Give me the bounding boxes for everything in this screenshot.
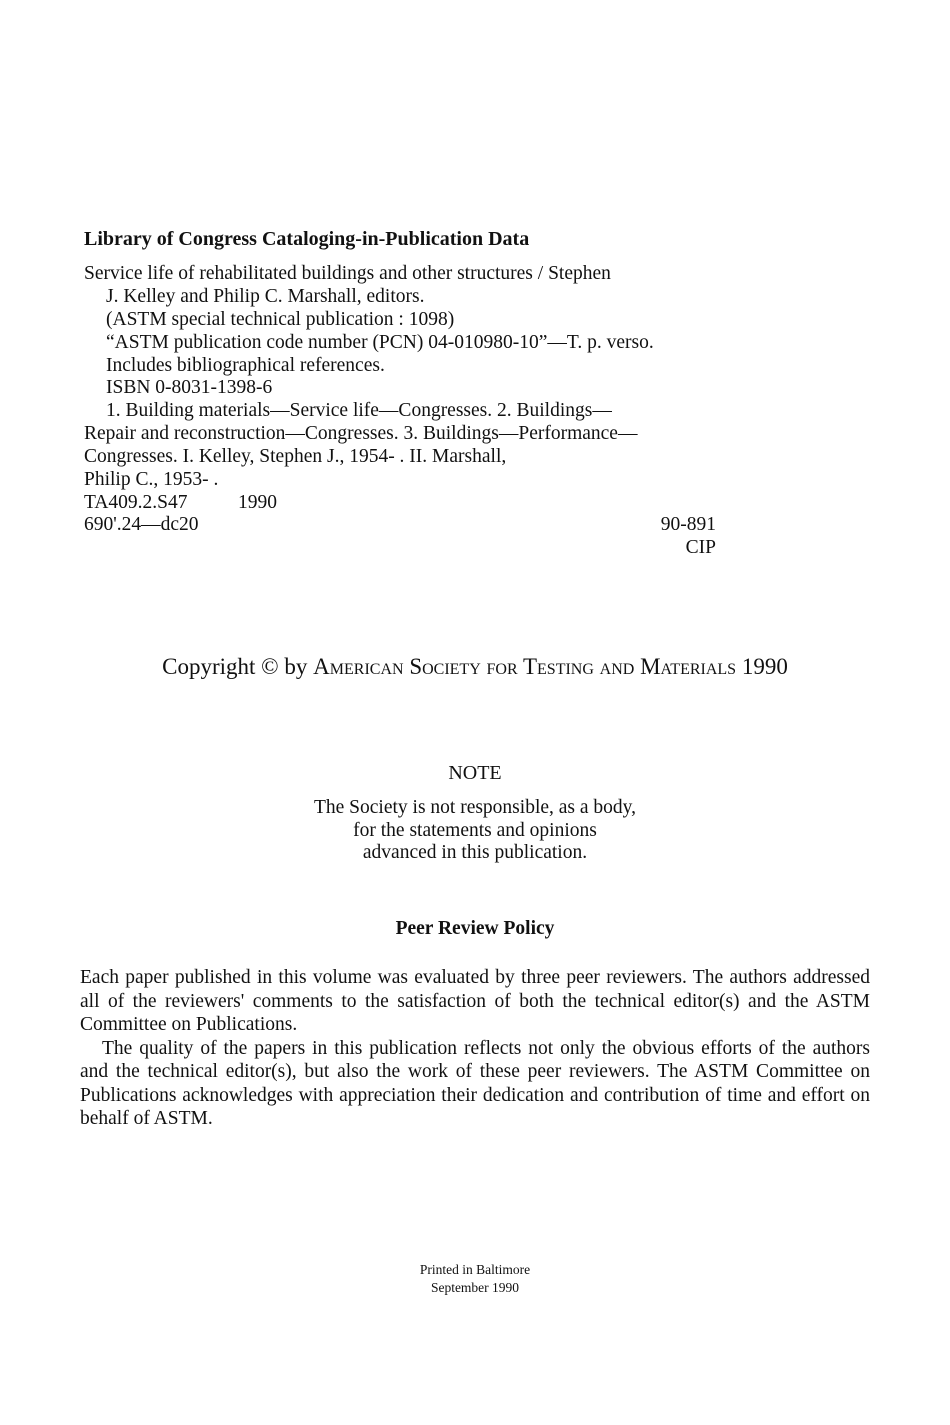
note-title: NOTE — [448, 762, 502, 784]
cip-line: 1. Building materials—Service life—Congresses. 2. Buildings— — [106, 400, 612, 421]
cip-line: Repair and reconstruction—Congresses. 3. Buildings—Performance— — [84, 423, 638, 444]
note-line: for the statements and opinions — [353, 819, 597, 841]
cip-heading: Library of Congress Cataloging-in-Publication Data — [84, 228, 530, 250]
cip-line: Philip C., 1953- . — [84, 469, 219, 490]
peer-review-heading: Peer Review Policy — [395, 918, 555, 939]
note-line: The Society is not responsible, as a body, — [313, 797, 637, 818]
lc-card-number: 90-891 — [660, 514, 716, 535]
peer-review-paragraph: Each paper published in this volume was evaluated by three peer reviewers. The authors addressed all of the reviewers' comments to the satisfaction of both the technical editor(s) and the ASTM Committee on Publications. — [80, 967, 870, 1035]
copyright-year: 1990 — [741, 654, 788, 679]
printed-info — [0, 1261, 950, 1297]
note-text — [0, 797, 950, 865]
cip-label: CIP — [685, 537, 716, 558]
cip-line: “ASTM publication code number (PCN) 04-010980-10”—T. p. verso. — [106, 332, 654, 353]
call-number: TA409.2.S47 — [84, 492, 188, 513]
copyright-line — [0, 654, 950, 680]
note-line: advanced in this publication. — [362, 842, 588, 863]
cip-line: Service life of rehabilitated buildings and other structures / Stephen — [84, 263, 611, 284]
cip-line: J. Kelley and Philip C. Marshall, editors. — [106, 286, 425, 307]
cip-line: Congresses. I. Kelley, Stephen J., 1954- . II. Marshall, — [84, 446, 507, 467]
copyright-prefix: Copyright © by — [162, 654, 308, 679]
printed-date: September 1990 — [430, 1280, 520, 1295]
cip-line: ISBN 0-8031-1398-6 — [106, 377, 273, 398]
peer-review-body — [80, 966, 870, 1131]
printed-location: Printed in Baltimore — [419, 1262, 531, 1277]
call-number-year: 1990 — [238, 492, 277, 513]
peer-review-paragraph: The quality of the papers in this publication reflects not only the obvious efforts of the authors and the technical editor(s), but also the work of these peer reviewers. The ASTM Committee on Publications acknowledges with appreciation their dedication and contribution of time and effort on behalf of ASTM. — [80, 1037, 870, 1129]
cip-line: (ASTM special technical publication : 1098) — [106, 309, 455, 330]
cip-line: Includes bibliographical references. — [106, 355, 385, 376]
publisher-name: American Society for Testing and Materials — [313, 654, 737, 679]
dewey-number: 690'.24—dc20 — [84, 514, 199, 535]
